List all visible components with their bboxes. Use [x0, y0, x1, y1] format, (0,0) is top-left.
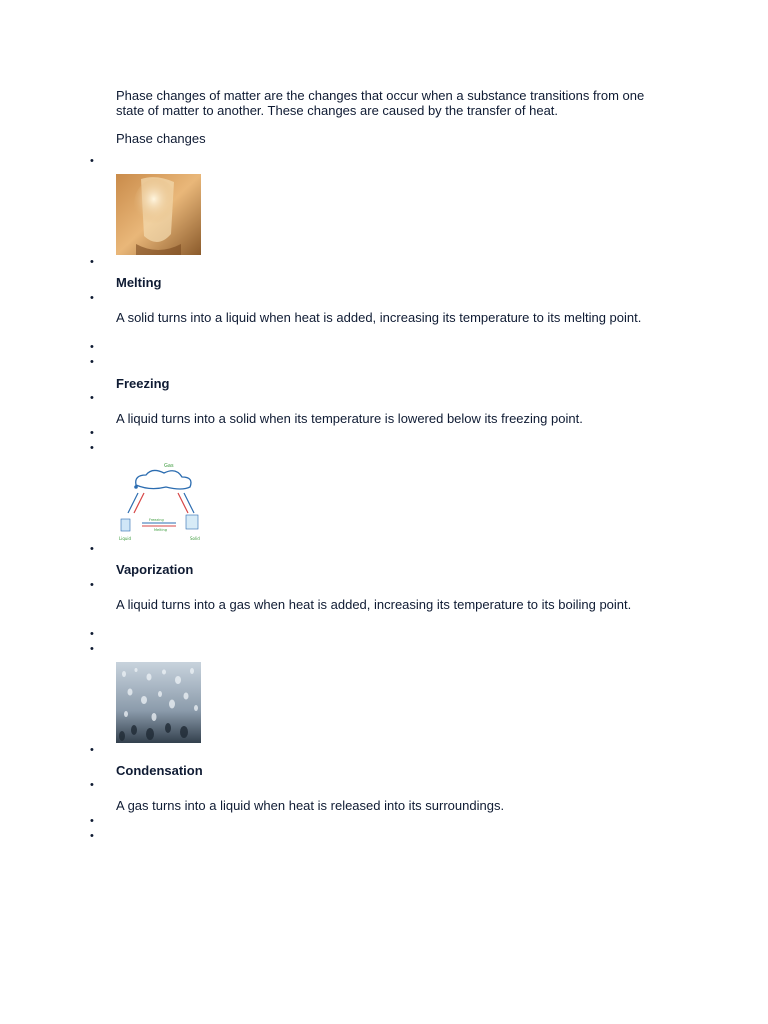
list-bullet — [90, 780, 98, 790]
diagram-top-label: Gas — [164, 463, 174, 469]
list-bullet — [90, 428, 98, 438]
melting-ice-image — [116, 174, 201, 255]
list-bullet — [90, 357, 98, 367]
phase-desc-melting: A solid turns into a liquid when heat is added, increasing its temperature to its melting point. — [116, 310, 642, 325]
list-bullet — [90, 544, 98, 554]
phase-title-freezing: Freezing — [116, 376, 170, 391]
list-bullet — [90, 816, 98, 826]
phase-desc-condensation: A gas turns into a liquid when heat is released into its surroundings. — [116, 798, 505, 813]
list-bullet — [90, 342, 98, 352]
phase-title-melting: Melting — [116, 275, 162, 290]
phase-title-vaporization: Vaporization — [116, 562, 194, 577]
diagram-arrow-bottom-label: Melting — [154, 528, 167, 532]
diagram-left-label: Liquid — [119, 536, 132, 541]
diagram-arrow-top-label: Freezing — [149, 518, 164, 522]
list-bullet — [90, 580, 98, 590]
list-bullet — [90, 156, 98, 166]
list-bullet — [90, 393, 98, 403]
list-bullet — [90, 831, 98, 841]
states-of-matter-diagram — [116, 461, 201, 542]
list-bullet — [90, 644, 98, 654]
section-label: Phase changes — [116, 131, 206, 146]
list-bullet — [90, 293, 98, 303]
intro-paragraph: Phase changes of matter are the changes that occur when a substance transitions from one state of matter to another. These changes are caused by the transfer of heat. — [116, 88, 645, 118]
phase-desc-vaporization: A liquid turns into a gas when heat is added, increasing its temperature to its boiling point. — [116, 597, 632, 612]
phase-title-condensation: Condensation — [116, 763, 203, 778]
list-bullet — [90, 443, 98, 453]
list-bullet — [90, 257, 98, 267]
phase-desc-freezing: A liquid turns into a solid when its temperature is lowered below its freezing point. — [116, 411, 583, 426]
list-bullet — [90, 745, 98, 755]
diagram-right-label: Solid — [190, 536, 200, 541]
condensation-droplets-image — [116, 662, 201, 743]
list-bullet — [90, 629, 98, 639]
